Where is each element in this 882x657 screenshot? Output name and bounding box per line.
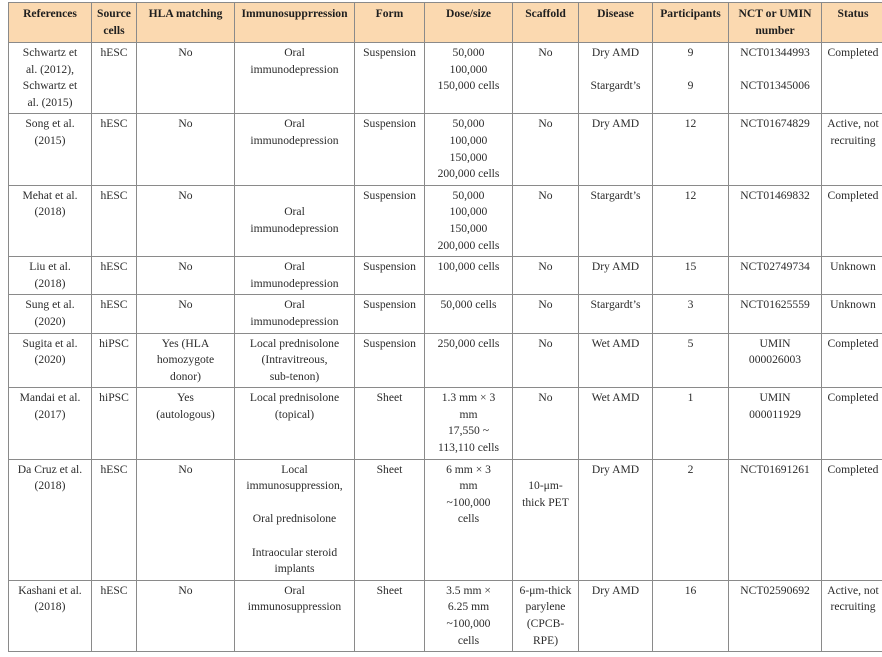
cell-text: ~100,000 <box>446 495 491 509</box>
cell-text: Suspension <box>363 298 416 312</box>
cell-text: 150,000 cells <box>437 79 500 93</box>
status-cell <box>822 388 882 459</box>
cell-text: No <box>538 260 553 274</box>
form-cell <box>355 388 425 459</box>
cell-text: implants <box>274 562 315 576</box>
hla-cell <box>137 459 235 580</box>
cell-text: 2 <box>687 462 694 476</box>
cell-text: 3.5 mm × <box>446 583 491 597</box>
cell-text: 250,000 cells <box>437 336 500 350</box>
immunosuppression-cell <box>235 388 355 459</box>
hla-cell <box>137 185 235 256</box>
cell-text: NCT02749734 <box>740 260 810 274</box>
cell-text: 6.25 mm <box>447 600 490 614</box>
dose-cell <box>425 333 513 388</box>
status-cell <box>822 257 882 295</box>
cell-text: 100,000 cells <box>437 260 500 274</box>
cell-text: (Intravitreous, <box>261 353 328 367</box>
cell-text: Dry AMD <box>591 117 640 131</box>
cell-text: (2020) <box>34 353 66 367</box>
cell-text: Mandai et al. <box>19 391 81 405</box>
participants-cell <box>653 580 729 651</box>
table-row <box>9 114 882 185</box>
cell-text: Oral <box>284 298 305 312</box>
cell-text: Oral <box>284 583 305 597</box>
cell-text: Completed <box>827 391 879 405</box>
cell-text: 15 <box>684 260 697 274</box>
disease-cell <box>579 580 653 651</box>
immunosuppression-cell <box>235 185 355 256</box>
cell-text: No <box>538 336 553 350</box>
cell-text: Song et al. <box>25 117 75 131</box>
form-cell <box>355 114 425 185</box>
table-row <box>9 185 882 256</box>
column-header: NCT or UMIN number <box>729 3 822 43</box>
cell-text: Sheet <box>376 391 403 405</box>
form-cell <box>355 333 425 388</box>
cell-text: (2018) <box>34 479 66 493</box>
cell-text: 1 <box>687 391 694 405</box>
cell-text: (2018) <box>34 600 66 614</box>
participants-cell <box>653 333 729 388</box>
source-cell <box>92 185 137 256</box>
disease-cell <box>579 388 653 459</box>
status-cell <box>822 185 882 256</box>
cell-text: Stargardt’s <box>590 188 641 202</box>
cell-text: hESC <box>100 462 128 476</box>
column-header: Source cells <box>92 3 137 43</box>
cell-text: Sheet <box>376 583 403 597</box>
form-cell <box>355 459 425 580</box>
cell-text: NCT01344993 <box>740 46 810 59</box>
column-header: HLA matching <box>137 3 235 43</box>
cell-text: Yes (HLA <box>161 336 210 350</box>
cell-text: Da Cruz et al. <box>17 462 83 476</box>
column-header: References <box>9 3 92 43</box>
cell-text: mm <box>459 407 478 421</box>
cell-text: (2015) <box>34 133 66 147</box>
cell-text: No <box>538 117 553 131</box>
cell-text: Oral prednisolone <box>252 512 337 526</box>
hla-cell <box>137 333 235 388</box>
dose-cell <box>425 295 513 333</box>
reference-cell <box>9 333 92 388</box>
trial-number-cell <box>729 185 822 256</box>
status-cell <box>822 459 882 580</box>
form-cell <box>355 580 425 651</box>
cell-text: Active, not <box>827 117 879 131</box>
cell-text: al. (2012), <box>26 62 74 76</box>
cell-text: Stargardt’s <box>590 298 641 312</box>
scaffold-cell <box>513 295 579 333</box>
form-cell <box>355 295 425 333</box>
disease-cell <box>579 185 653 256</box>
cell-text: No <box>538 188 553 202</box>
form-cell <box>355 257 425 295</box>
header-row <box>9 3 882 43</box>
cell-text: Oral <box>284 117 305 131</box>
source-cell <box>92 580 137 651</box>
scaffold-cell <box>513 257 579 295</box>
column-header: Dose/size <box>425 3 513 43</box>
immunosuppression-cell <box>235 257 355 295</box>
trial-number-cell <box>729 333 822 388</box>
cell-text: 50,000 <box>452 188 485 202</box>
dose-cell <box>425 185 513 256</box>
cell-text: homozygote <box>156 353 215 367</box>
reference-cell <box>9 295 92 333</box>
cell-text: ~100,000 <box>446 617 491 630</box>
form-cell <box>355 43 425 114</box>
cell-text: UMIN <box>759 336 791 350</box>
column-header: Disease <box>579 3 653 43</box>
trial-number-cell <box>729 295 822 333</box>
cell-text: Suspension <box>363 46 416 59</box>
cell-text: (CPCB- <box>526 617 565 630</box>
disease-cell <box>579 295 653 333</box>
cell-text: hESC <box>100 260 128 274</box>
dose-cell <box>425 388 513 459</box>
participants-cell <box>653 114 729 185</box>
immunosuppression-cell <box>235 114 355 185</box>
cell-text: 150,000 <box>449 150 488 164</box>
cell-text: immunodepression <box>250 276 339 290</box>
cell-text: (2020) <box>34 314 66 328</box>
cell-text: NCT01691261 <box>740 462 810 476</box>
cell-text: Schwartz et <box>22 79 78 93</box>
cell-text: al. (2015) <box>27 95 73 109</box>
cell-text: Suspension <box>363 188 416 202</box>
cell-text: parylene <box>525 600 566 614</box>
source-cell <box>92 257 137 295</box>
cell-text: 113,110 cells <box>438 441 499 455</box>
cell-text: NCT01469832 <box>740 188 810 202</box>
reference-cell <box>9 459 92 580</box>
cell-text: Active, not <box>827 583 879 597</box>
cell-text: NCT01625559 <box>740 298 810 312</box>
cell-text: recruiting <box>830 133 876 147</box>
clinical-trials-table <box>8 2 882 652</box>
participants-cell <box>653 257 729 295</box>
cell-text: Unknown <box>830 298 876 312</box>
cell-text: UMIN <box>759 391 791 405</box>
immunosuppression-cell <box>235 43 355 114</box>
cell-text: cells <box>457 633 480 647</box>
cell-text: (2017) <box>34 407 66 421</box>
cell-text: Local prednisolone <box>249 336 340 350</box>
cell-text: 100,000 <box>449 62 488 76</box>
trial-number-cell <box>729 388 822 459</box>
cell-text: 6-μm-thick <box>519 583 572 597</box>
dose-cell <box>425 43 513 114</box>
source-cell <box>92 295 137 333</box>
table-row <box>9 295 882 333</box>
cell-text: Suspension <box>363 260 416 274</box>
cell-text: hESC <box>100 117 128 131</box>
cell-text: 12 <box>684 188 697 202</box>
reference-cell <box>9 257 92 295</box>
cell-text: Sheet <box>376 462 403 476</box>
scaffold-cell <box>513 388 579 459</box>
source-cell <box>92 114 137 185</box>
scaffold-cell <box>513 114 579 185</box>
cell-text: 200,000 cells <box>437 167 500 181</box>
cell-text: NCT02590692 <box>740 583 810 597</box>
cell-text: Dry AMD <box>591 462 640 476</box>
table-body <box>9 43 882 652</box>
cell-text: 9 <box>687 79 694 93</box>
cell-text: Schwartz et <box>22 46 78 59</box>
cell-text: 17,550 ~ <box>447 424 490 438</box>
column-header: Status <box>822 3 882 43</box>
cell-text: 100,000 <box>449 133 488 147</box>
cell-text: Sugita et al. <box>22 336 78 350</box>
cell-text: Dry AMD <box>591 583 640 597</box>
status-cell <box>822 114 882 185</box>
column-header: Scaffold <box>513 3 579 43</box>
cell-text: No <box>178 117 193 131</box>
participants-cell <box>653 185 729 256</box>
cell-text: recruiting <box>830 600 876 614</box>
cell-text: Completed <box>827 336 879 350</box>
cell-text: No <box>178 583 193 597</box>
cell-text: Mehat et al. <box>22 188 78 202</box>
cell-text: Local <box>281 462 308 476</box>
cell-text: Dry AMD <box>591 260 640 274</box>
cell-text: Completed <box>827 188 879 202</box>
reference-cell <box>9 388 92 459</box>
scaffold-cell <box>513 580 579 651</box>
disease-cell <box>579 459 653 580</box>
cell-text: 000026003 <box>748 353 802 367</box>
cell-text: Liu et al. <box>29 260 71 274</box>
cell-text: 3 <box>687 298 694 312</box>
cell-text: Unknown <box>830 260 876 274</box>
cell-text: hESC <box>100 46 128 59</box>
cell-text: Suspension <box>363 336 416 350</box>
cell-text: 100,000 <box>449 205 488 219</box>
cell-text: Sung et al. <box>25 298 75 312</box>
cell-text: cells <box>457 512 480 526</box>
cell-text: Dry AMD <box>591 46 640 59</box>
cell-text: immunodepression <box>250 133 339 147</box>
cell-text: sub-tenon) <box>269 369 320 383</box>
cell-text: Wet AMD <box>591 336 640 350</box>
status-cell <box>822 580 882 651</box>
status-cell <box>822 295 882 333</box>
source-cell <box>92 43 137 114</box>
hla-cell <box>137 114 235 185</box>
trial-number-cell <box>729 43 822 114</box>
source-cell <box>92 388 137 459</box>
cell-text: No <box>538 298 553 312</box>
cell-text: hiPSC <box>99 391 129 405</box>
participants-cell <box>653 43 729 114</box>
dose-cell <box>425 459 513 580</box>
cell-text: No <box>538 391 553 405</box>
trial-number-cell <box>729 459 822 580</box>
cell-text: 5 <box>687 336 694 350</box>
cell-text: Kashani et al. <box>18 583 82 597</box>
hla-cell <box>137 257 235 295</box>
scaffold-cell <box>513 185 579 256</box>
disease-cell <box>579 114 653 185</box>
column-header: Form <box>355 3 425 43</box>
cell-text: 50,000 <box>452 117 485 131</box>
immunosuppression-cell <box>235 295 355 333</box>
hla-cell <box>137 295 235 333</box>
source-cell <box>92 459 137 580</box>
reference-cell <box>9 185 92 256</box>
cell-text: Yes <box>177 391 194 405</box>
cell-text: No <box>178 188 193 202</box>
scaffold-cell <box>513 459 579 580</box>
disease-cell <box>579 43 653 114</box>
disease-cell <box>579 257 653 295</box>
immunosuppression-cell <box>235 333 355 388</box>
cell-text: Suspension <box>363 117 416 131</box>
cell-text: RPE) <box>532 633 559 647</box>
cell-text: 50,000 <box>452 46 485 59</box>
table-row <box>9 580 882 651</box>
cell-text: 6 mm × 3 <box>446 462 491 476</box>
disease-cell <box>579 333 653 388</box>
cell-text: 9 <box>687 46 694 59</box>
cell-text: (2018) <box>34 205 66 219</box>
cell-text: (autologous) <box>156 407 215 421</box>
cell-text: hiPSC <box>99 336 129 350</box>
trial-number-cell <box>729 580 822 651</box>
cell-text: immunodepression <box>250 314 339 328</box>
cell-text: 16 <box>684 583 697 597</box>
cell-text: 50,000 cells <box>440 298 497 312</box>
cell-text: Stargardt’s <box>590 79 641 93</box>
immunosuppression-cell <box>235 580 355 651</box>
dose-cell <box>425 257 513 295</box>
cell-text: Oral <box>284 205 305 219</box>
hla-cell <box>137 43 235 114</box>
table-row <box>9 333 882 388</box>
cell-text: No <box>538 46 553 59</box>
table-row <box>9 43 882 114</box>
scaffold-cell <box>513 43 579 114</box>
cell-text: NCT01674829 <box>740 117 810 131</box>
immunosuppression-cell <box>235 459 355 580</box>
reference-cell <box>9 580 92 651</box>
cell-text: NCT01345006 <box>740 79 810 93</box>
cell-text: immunodepression <box>250 221 339 235</box>
cell-text: 200,000 cells <box>437 238 500 252</box>
cell-text: Completed <box>827 46 879 59</box>
cell-text: donor) <box>170 369 201 383</box>
form-cell <box>355 185 425 256</box>
participants-cell <box>653 459 729 580</box>
cell-text: hESC <box>100 188 128 202</box>
dose-cell <box>425 114 513 185</box>
cell-text: Oral <box>284 260 305 274</box>
trial-number-cell <box>729 257 822 295</box>
cell-text: immunosuppression <box>247 600 342 614</box>
cell-text: No <box>178 462 193 476</box>
cell-text: 12 <box>684 117 697 131</box>
cell-text: Oral <box>284 46 305 59</box>
reference-cell <box>9 114 92 185</box>
cell-text: 1.3 mm × 3 <box>441 391 496 405</box>
hla-cell <box>137 580 235 651</box>
cell-text: Completed <box>827 462 879 476</box>
cell-text: thick PET <box>522 495 569 509</box>
cell-text: No <box>178 260 193 274</box>
trial-number-cell <box>729 114 822 185</box>
table-row <box>9 388 882 459</box>
cell-text: hESC <box>100 583 128 597</box>
table-row <box>9 459 882 580</box>
cell-text: No <box>178 46 193 59</box>
cell-text: Local prednisolone <box>249 391 340 405</box>
participants-cell <box>653 388 729 459</box>
cell-text: mm <box>459 479 478 493</box>
cell-text: Intraocular steroid <box>251 545 338 559</box>
cell-text: 000011929 <box>749 407 801 421</box>
cell-text: Wet AMD <box>591 391 640 405</box>
cell-text: 10-μm- <box>528 479 563 493</box>
scaffold-cell <box>513 333 579 388</box>
cell-text: (topical) <box>274 407 315 421</box>
status-cell <box>822 43 882 114</box>
cell-text: No <box>178 298 193 312</box>
cell-text: immunosuppression, <box>246 479 343 493</box>
source-cell <box>92 333 137 388</box>
dose-cell <box>425 580 513 651</box>
cell-text: hESC <box>100 298 128 312</box>
cell-text: 150,000 <box>449 221 488 235</box>
column-header: Immunosupprression <box>235 3 355 43</box>
column-header: Participants <box>653 3 729 43</box>
status-cell <box>822 333 882 388</box>
reference-cell <box>9 43 92 114</box>
participants-cell <box>653 295 729 333</box>
cell-text: immunodepression <box>250 62 339 76</box>
table-row <box>9 257 882 295</box>
cell-text: (2018) <box>34 276 66 290</box>
hla-cell <box>137 388 235 459</box>
